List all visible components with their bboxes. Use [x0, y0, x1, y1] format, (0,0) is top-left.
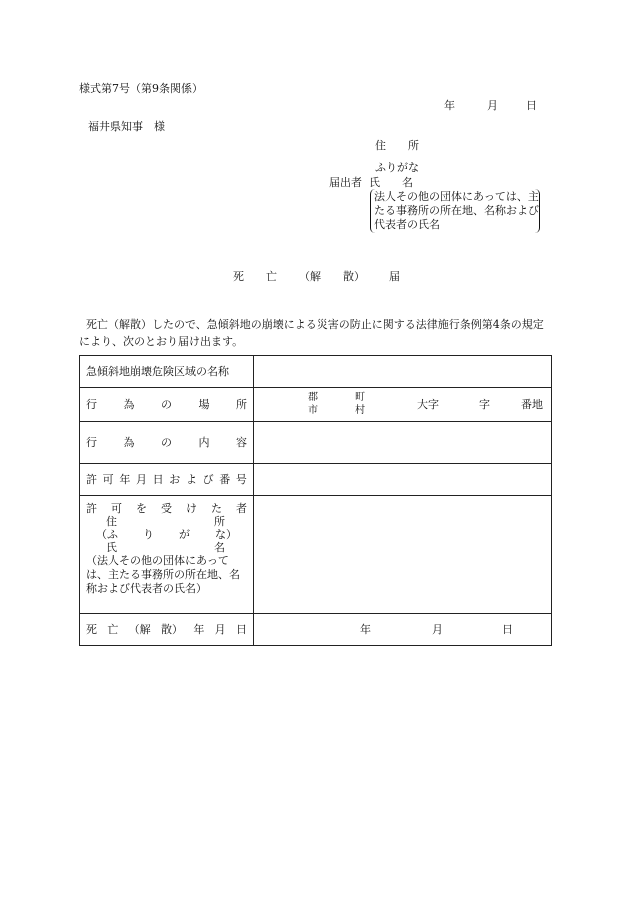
table-row — [80, 422, 552, 464]
death-year-label: 年 — [360, 623, 371, 636]
activity-content-field[interactable] — [254, 422, 552, 464]
body-text: 死亡（解散）したので、急傾斜地の崩壊による災害の防止に関する法律施行条例第4条の規定により、次のとおり届け出ます。 — [79, 318, 544, 348]
location-label: 行 為 の 場 所 — [80, 388, 254, 422]
shi-label: 市 — [308, 405, 318, 416]
title-char: 散） — [343, 270, 365, 283]
submission-date — [444, 99, 537, 112]
notifier-row — [329, 176, 413, 189]
table-row — [80, 388, 552, 422]
table-row — [80, 614, 552, 646]
gun-label: 郡 — [308, 392, 318, 403]
death-month-label: 月 — [432, 623, 443, 636]
form-number: 様式第7号（第9条関係） — [79, 82, 203, 95]
aza-label: 字 — [479, 398, 490, 411]
area-name-label: 急傾斜地崩壊危険区域の名称 — [80, 356, 254, 388]
title-char: 死 — [233, 270, 244, 283]
title-char: （解 — [299, 270, 321, 283]
permit-holder-field[interactable] — [254, 496, 552, 614]
area-name-field[interactable] — [254, 356, 552, 388]
title-char: 届 — [389, 270, 400, 283]
notifier-furigana-label: ふりがな — [375, 161, 419, 174]
death-date-field[interactable] — [254, 614, 552, 646]
permit-holder-label: 許 可 を 受 け た 者 住 所 （ふ り が な） 氏 名 （法人その他の団体にあっては、主たる事務所の所在地、名称および代表者の氏名） — [80, 496, 254, 614]
mura-label: 村 — [355, 405, 365, 416]
location-field[interactable] — [254, 388, 552, 422]
corporate-note: 法人その他の団体にあっては、主たる事務所の所在地、名称および代表者の氏名 — [374, 190, 539, 231]
notifier-address-label: 住 所 — [375, 139, 419, 152]
banchi-label: 番地 — [521, 398, 543, 411]
table-row — [80, 464, 552, 496]
activity-content-label: 行 為 の 内 容 — [80, 422, 254, 464]
addressee: 福井県知事 様 — [88, 120, 165, 133]
death-day-label: 日 — [502, 623, 513, 636]
permit-date-number-label: 許 可 年 月 日 お よ び 番 号 — [80, 464, 254, 496]
permit-date-number-field[interactable] — [254, 464, 552, 496]
table-row — [80, 356, 552, 388]
date-day-label: 日 — [526, 99, 537, 112]
document-title — [233, 270, 400, 283]
death-date-label: 死 亡 （解 散） 年 月 日 — [80, 614, 254, 646]
notifier-label: 届出者 — [329, 176, 362, 189]
table-row — [80, 496, 552, 614]
date-year-label: 年 — [444, 99, 455, 112]
notification-table — [79, 355, 552, 646]
title-char: 亡 — [266, 270, 277, 283]
notifier-name-label: 氏 名 — [369, 176, 413, 189]
date-month-label: 月 — [487, 99, 498, 112]
oaza-label: 大字 — [417, 398, 439, 411]
machi-label: 町 — [355, 392, 365, 403]
